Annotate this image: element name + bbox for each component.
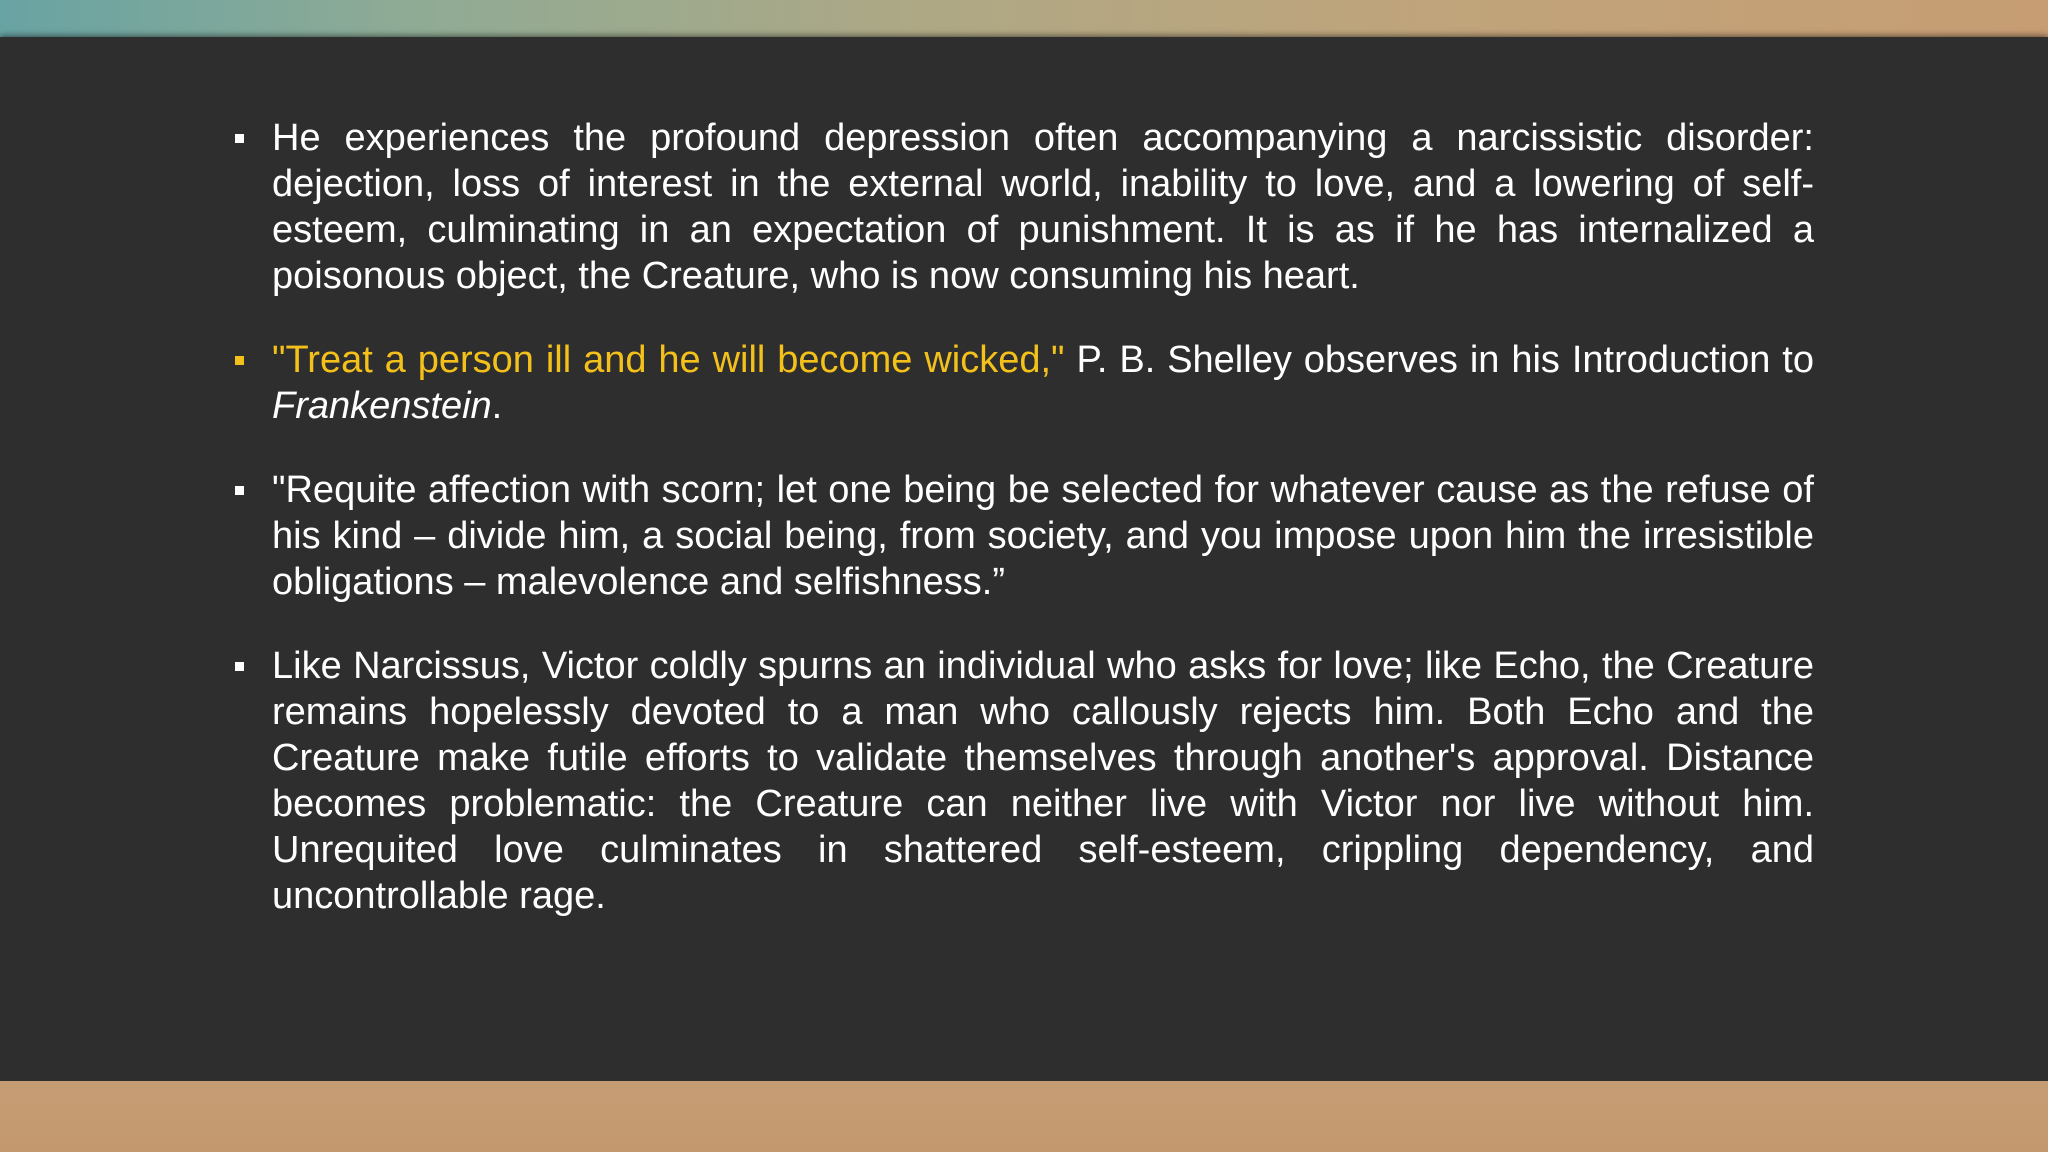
square-bullet-icon bbox=[235, 486, 244, 495]
book-title: Frankenstein bbox=[272, 385, 492, 427]
bottom-decorative-strip bbox=[0, 1081, 2048, 1152]
bullet-text: He experiences the profound depression often accompanying a narcissistic disorder: dejection, loss of interest in the external world, inability to love, and a lowering of self-esteem, culminating in an expectation of punishment. It is as if he has internalized a poisonous object, the Creature, who is now consuming his heart. bbox=[272, 117, 1814, 297]
bullet-item-depression bbox=[232, 115, 1814, 299]
highlighted-quote: "Treat a person ill and he will become wicked," bbox=[272, 339, 1065, 381]
bullet-text: "Requite affection with scorn; let one being be selected for whatever cause as the refuse of his kind – divide him, a social being, from society, and you impose upon him the irresistible obligations – malevolence and selfishness.” bbox=[272, 469, 1814, 603]
square-bullet-icon bbox=[235, 662, 244, 671]
slide-content-panel bbox=[0, 37, 2048, 1081]
bullet-text: P. B. Shelley observes in his Introduction to bbox=[1064, 339, 1814, 381]
square-bullet-icon bbox=[235, 356, 244, 365]
top-decorative-strip bbox=[0, 0, 2048, 37]
bullet-text-end: . bbox=[491, 385, 503, 427]
square-bullet-icon bbox=[235, 134, 244, 143]
bullet-item-shelley-quote bbox=[232, 337, 1814, 429]
bullet-item-requite-quote bbox=[232, 467, 1814, 605]
bullet-text: Like Narcissus, Victor coldly spurns an individual who asks for love; like Echo, the Creature remains hopelessly devoted to a man who callously rejects him. Both Echo and the Creature make futile efforts to validate themselves through another's approval. Distance becomes problematic: the Creature can neither live with Victor nor live without him. Unrequited love culminates in shattered self-esteem, crippling dependency, and uncontrollable rage. bbox=[272, 645, 1814, 917]
bullet-item-narcissus-echo bbox=[232, 643, 1814, 919]
bullet-list bbox=[232, 115, 1814, 957]
